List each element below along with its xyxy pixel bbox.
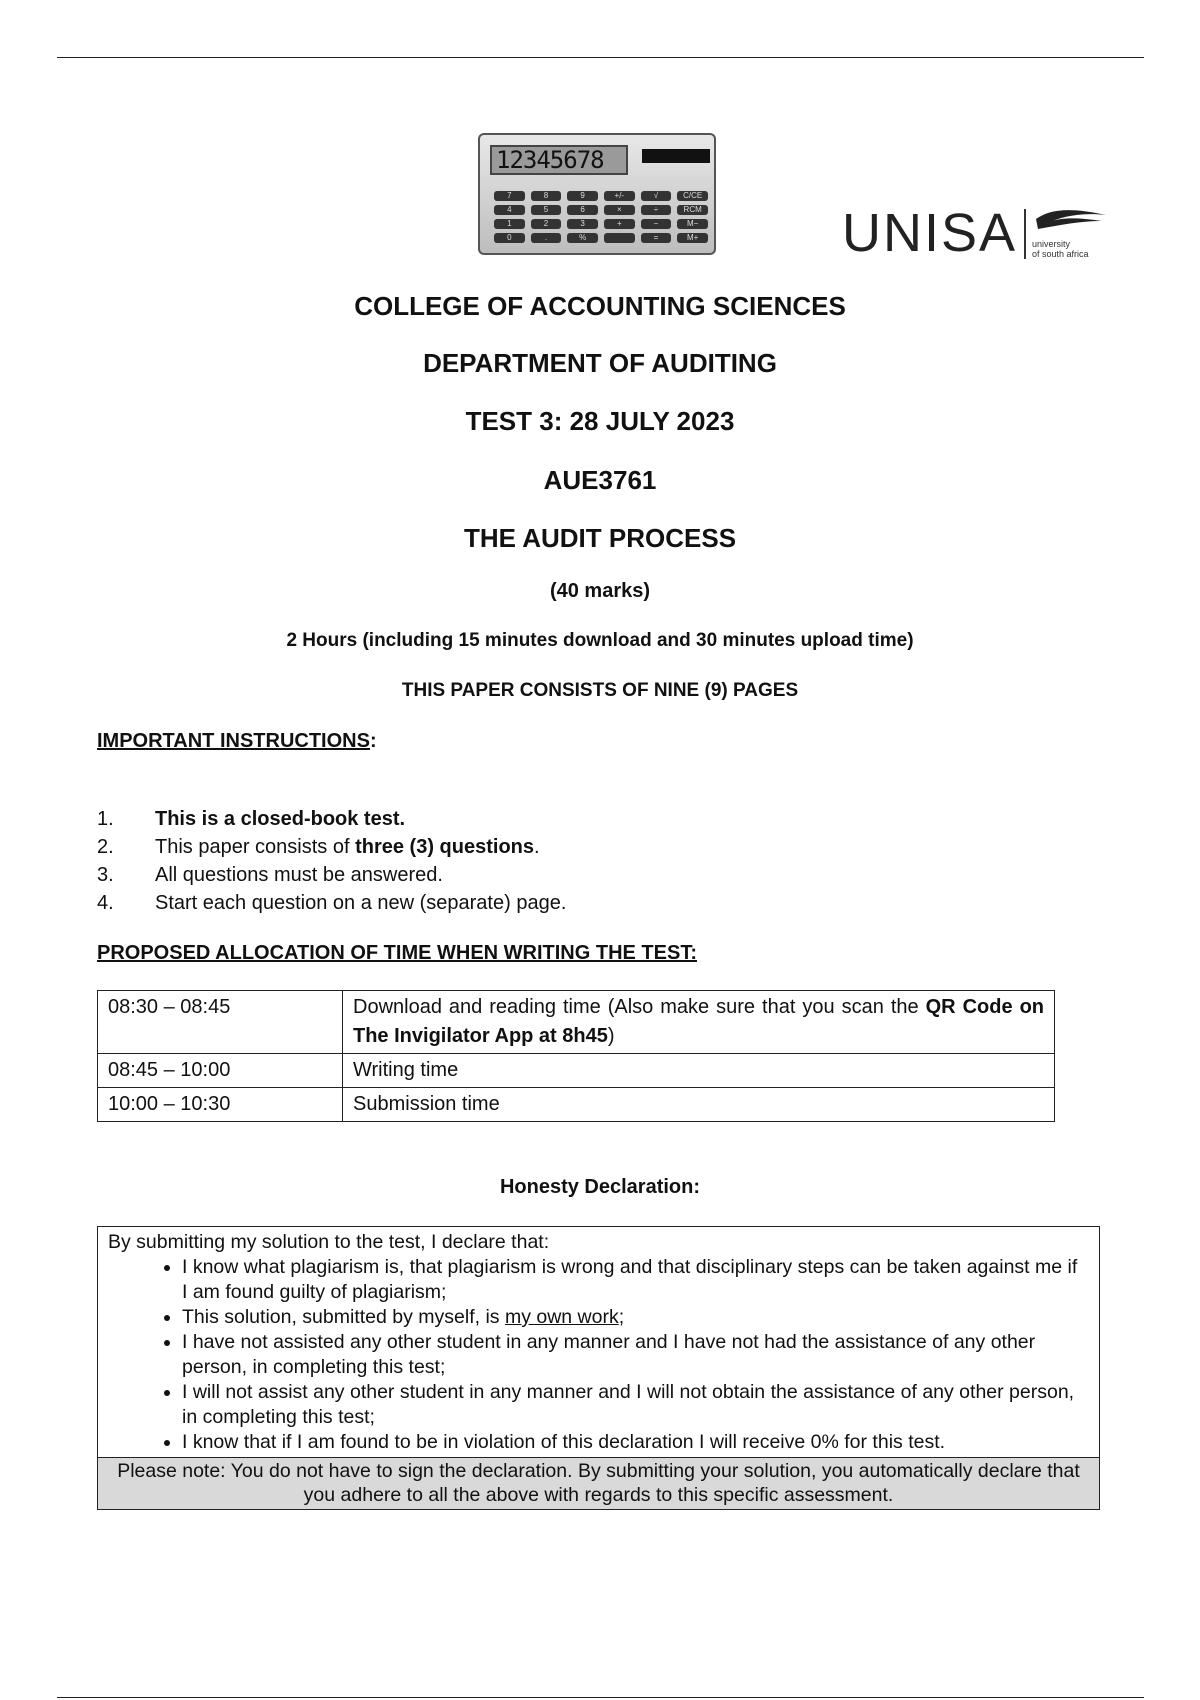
- test-title: TEST 3: 28 JULY 2023: [465, 406, 735, 436]
- calculator-key: C/CE: [677, 191, 708, 201]
- instruction-text: [155, 833, 540, 861]
- calculator-key: 1: [494, 219, 525, 229]
- calculator-key: 5: [531, 205, 562, 215]
- calculator-key: 9: [567, 191, 598, 201]
- calculator-key: √: [641, 191, 672, 201]
- instruction-text-post: .: [534, 836, 540, 858]
- time-cell: 10:00 – 10:30: [98, 1088, 343, 1122]
- calculator-key: −: [641, 219, 672, 229]
- declaration-item: • I have not assisted any other student in any manner and I have not had the assistance of any other person, in completing this test;: [182, 1330, 1085, 1380]
- time-allocation-table: [97, 990, 1055, 1122]
- table-row: [98, 1054, 1055, 1088]
- instruction-item: [97, 805, 997, 833]
- bottom-rule: [57, 1697, 1144, 1698]
- calculator-key: M+: [677, 233, 708, 243]
- logo-subtitle: [1032, 239, 1112, 259]
- instruction-text-bold: three (3) questions: [355, 836, 535, 858]
- calculator-key: =: [641, 233, 672, 243]
- calculator-key: 7: [494, 191, 525, 201]
- honesty-heading: Honesty Declaration:: [499, 1176, 701, 1198]
- module-code: AUE3761: [543, 465, 657, 495]
- calculator-key: %: [567, 233, 598, 243]
- logo-bird-icon: [1030, 205, 1110, 235]
- calculator-key: [604, 233, 635, 243]
- instruction-text: Start each question on a new (separate) page.: [155, 892, 567, 914]
- duration: 2 Hours (including 15 minutes download and 30 minutes upload time): [286, 630, 914, 651]
- instructions-heading-colon: :: [369, 730, 377, 752]
- time-cell: 08:45 – 10:00: [98, 1054, 343, 1088]
- logo-wordmark: UNISA: [842, 203, 1018, 263]
- module-title: THE AUDIT PROCESS: [463, 523, 737, 553]
- declaration-item-underline: my own work: [504, 1306, 619, 1328]
- college-name: COLLEGE OF ACCOUNTING SCIENCES: [354, 291, 846, 321]
- declaration-item: • I will not assist any other student in any manner and I will not obtain the assistance of any other person, in completing this test;: [182, 1380, 1085, 1430]
- calculator-key: ÷: [641, 205, 672, 215]
- calculator-key: .: [531, 233, 562, 243]
- instruction-number: 1.: [97, 808, 114, 830]
- logo-subtitle-line1: university: [1032, 239, 1071, 249]
- instructions-heading: [97, 730, 377, 753]
- activity-cell: Writing time: [343, 1054, 1055, 1088]
- time-cell: 08:30 – 08:45: [98, 991, 343, 1054]
- logo-subtitle-line2: of south africa: [1032, 249, 1089, 259]
- calculator-solar-panel: [642, 149, 710, 163]
- calculator-key: ×: [604, 205, 635, 215]
- declaration-item-post: ;: [618, 1306, 625, 1328]
- instruction-number: 4.: [97, 892, 114, 914]
- calculator-key: 4: [494, 205, 525, 215]
- calculator-key: RCM: [677, 205, 708, 215]
- total-marks: (40 marks): [549, 580, 651, 602]
- time-allocation-heading: PROPOSED ALLOCATION OF TIME WHEN WRITING THE TEST:: [97, 942, 697, 964]
- declaration-item: • I know what plagiarism is, that plagiarism is wrong and that disciplinary steps can be taken against me if I am found guilty of plagiarism;: [182, 1255, 1085, 1305]
- calculator-key: 2: [531, 219, 562, 229]
- table-row: [98, 991, 1055, 1054]
- top-rule: [57, 57, 1144, 58]
- calculator-body: [478, 133, 716, 255]
- instruction-item: [97, 889, 997, 917]
- calculator-display: 12345678: [490, 145, 628, 175]
- declaration-item-pre: This solution, submitted by myself, is: [182, 1306, 505, 1328]
- instruction-number: 3.: [97, 864, 114, 886]
- activity-text-pre: Download and reading time (Also make sure that you scan the: [353, 996, 926, 1018]
- instruction-number: 2.: [97, 836, 114, 858]
- calculator-key: 3: [567, 219, 598, 229]
- honesty-declaration-box: [97, 1226, 1100, 1510]
- instruction-item: [97, 861, 997, 889]
- calculator-key: +: [604, 219, 635, 229]
- table-row: [98, 1088, 1055, 1122]
- calculator-key: M−: [677, 219, 708, 229]
- instruction-item: [97, 833, 997, 861]
- instruction-text: This is a closed-book test.: [155, 808, 406, 830]
- calculator-image: [478, 133, 718, 257]
- declaration-item: [182, 1305, 1085, 1330]
- declaration-item: • I know that if I am found to be in violation of this declaration I will receive 0% for this test.: [182, 1430, 1085, 1455]
- calculator-keypad: [494, 191, 708, 243]
- activity-cell: [343, 991, 1055, 1054]
- instructions-list: [97, 805, 997, 917]
- declaration-list: [98, 1255, 1099, 1457]
- page-count: THIS PAPER CONSISTS OF NINE (9) PAGES: [401, 680, 799, 701]
- instruction-text-pre: This paper consists of: [155, 836, 356, 858]
- instruction-text: All questions must be answered.: [155, 864, 443, 886]
- logo-divider: [1024, 209, 1026, 259]
- unisa-logo: [842, 205, 1112, 265]
- calculator-key: 0: [494, 233, 525, 243]
- calculator-key: 8: [531, 191, 562, 201]
- calculator-key: 6: [567, 205, 598, 215]
- calculator-key: +/-: [604, 191, 635, 201]
- declaration-note: Please note: You do not have to sign the declaration. By submitting your solution, you automatically declare that you adhere to all the above with regards to this specific assessment.: [98, 1457, 1099, 1509]
- activity-text-post: ): [607, 1025, 615, 1047]
- instructions-heading-text: IMPORTANT INSTRUCTIONS: [97, 730, 370, 752]
- activity-text-bold: QR Code on The Invigilator App at 8h45: [353, 996, 1044, 1047]
- activity-cell: Submission time: [343, 1088, 1055, 1122]
- declaration-intro: By submitting my solution to the test, I declare that:: [108, 1231, 550, 1253]
- department-name: DEPARTMENT OF AUDITING: [423, 348, 777, 378]
